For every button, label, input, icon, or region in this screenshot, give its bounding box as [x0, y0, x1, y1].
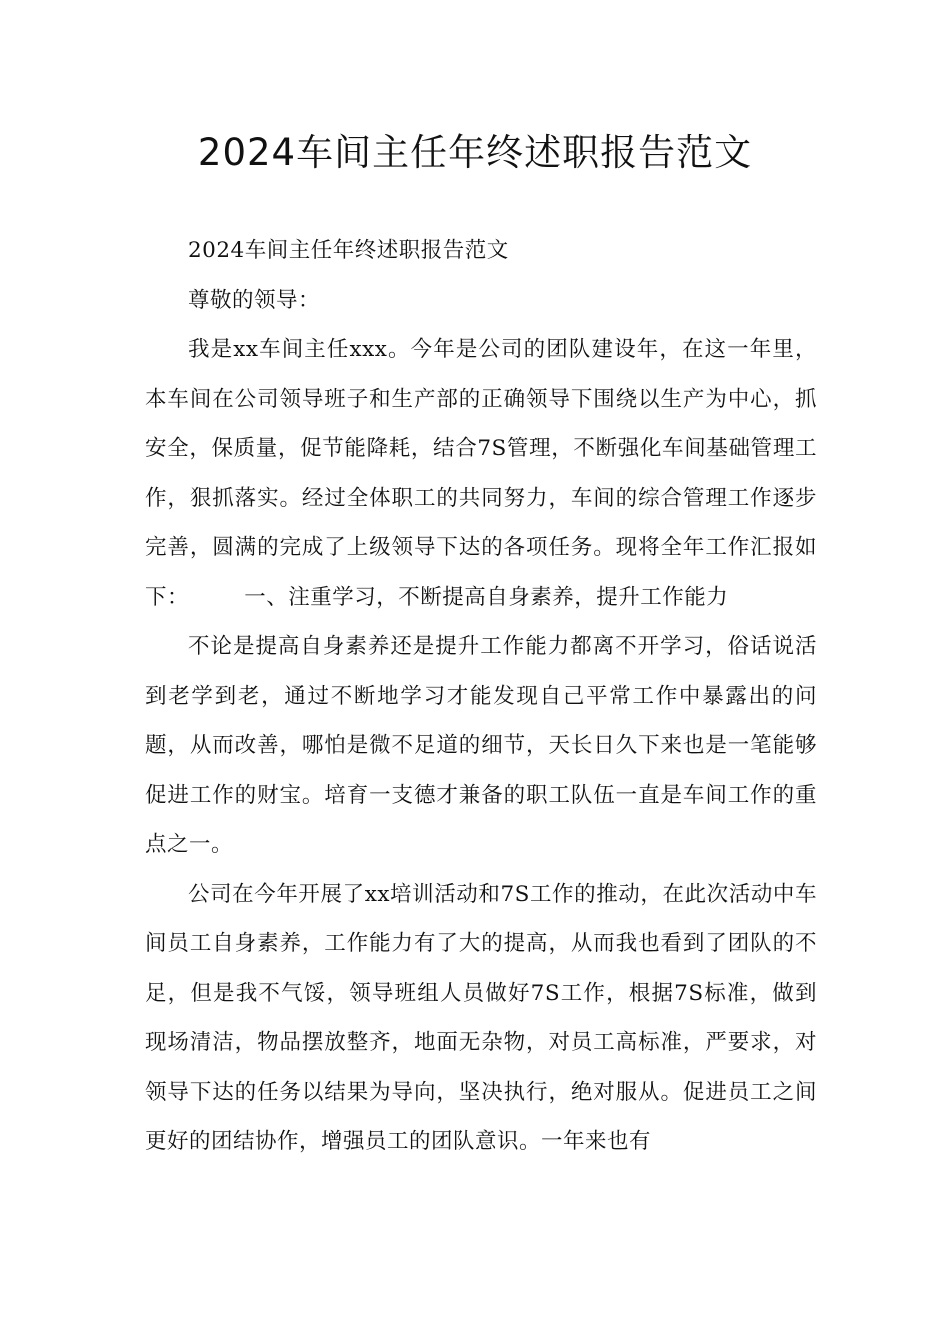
document-title: 2024车间主任年终述职报告范文: [197, 131, 753, 174]
paragraph-learning: 不论是提高自身素养还是提升工作能力都离不开学习，俗话说活到老学到老，通过不断地学习才能发现自己平常工作中暴露出的问题，从而改善，哪怕是微不足道的细节，天长日久下来也是一笔能够促进工作的财宝。培育一支德才兼备的职工队伍一直是车间工作的重点之一。: [145, 634, 817, 857]
paragraph-subtitle: 2024车间主任年终述职报告范文: [188, 238, 509, 263]
paragraph-introduction: 我是xx车间主任xxx。今年是公司的团队建设年，在这一年里，本车间在公司领导班子和生产部的正确领导下围绕以生产为中心，抓安全，保质量，促节能降耗，结合7S管理，不断强化车间基础管理工作，狠抓落实。经过全体职工的共同努力，车间的综合管理工作逐步完善，圆满的完成了上级领导下达的各项任务。现将全年工作汇报如下： 一、注重学习，不断提高自身素养，提升工作能力: [145, 337, 817, 610]
document-body: [145, 226, 817, 1167]
paragraph-salutation: 尊敬的领导：: [188, 287, 321, 313]
paragraph-training: 公司在今年开展了xx培训活动和7S工作的推动，在此次活动中车间员工自身素养，工作能力有了大的提高，从而我也看到了团队的不足，但是我不气馁，领导班组人员做好7S工作，根据7S标准，做到现场清洁，物品摆放整齐，地面无杂物，对员工高标准，严要求，对领导下达的任务以结果为导向，坚决执行，绝对服从。促进员工之间更好的团结协作，增强员工的团队意识。一年来也有: [145, 881, 817, 1154]
